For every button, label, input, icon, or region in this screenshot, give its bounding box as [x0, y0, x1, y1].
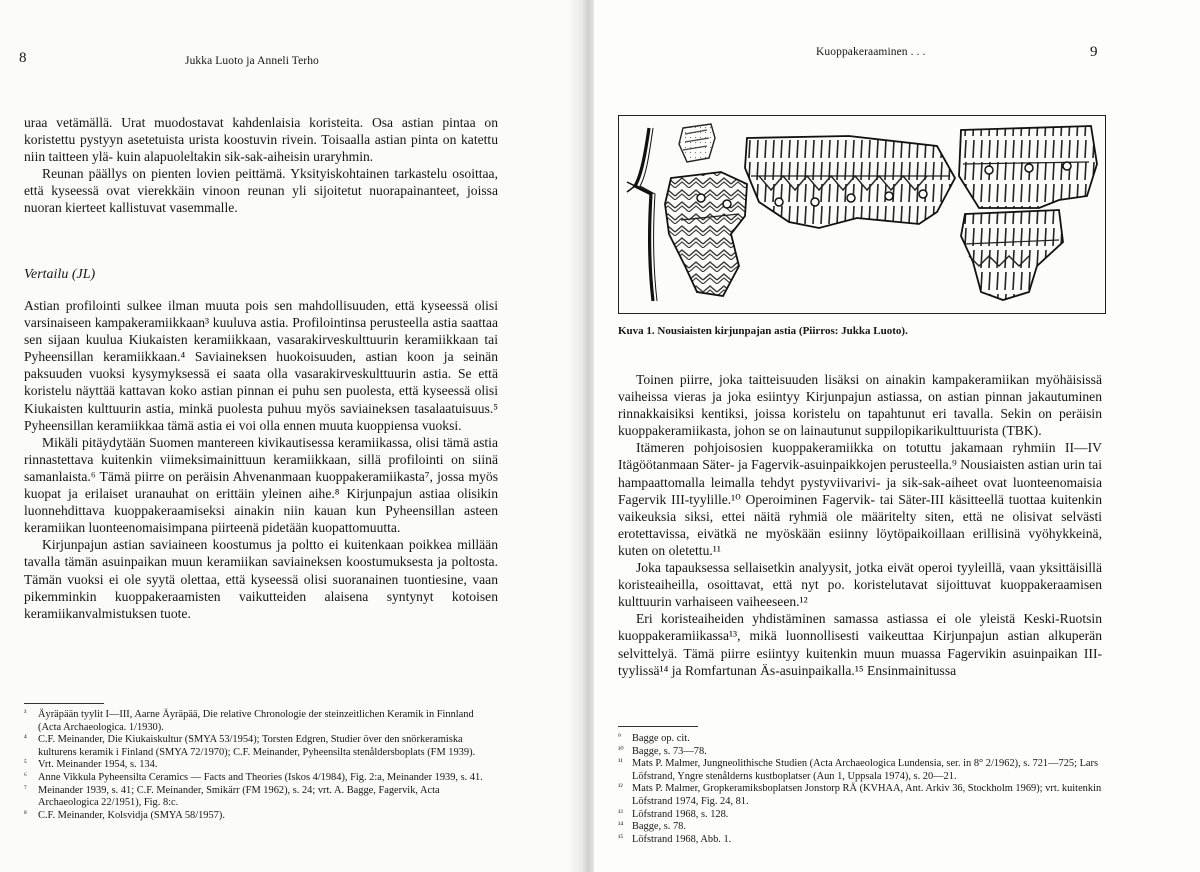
footnote-rule — [618, 726, 698, 727]
paragraph: Eri koristeaiheiden yhdistäminen samassa astiassa ei ole yleistä Keski-Ruotsin kuoppakeramiikassa¹³, mikä luonnollisesti vaikeuttaa Kirjunpajun astian alkuperän selvittelyä. Tämä piirre esiintyy kuitenkin muun muassa Fagervikin asuinpaikan III-tyylissä¹⁴ ja Romfartunan Äs-asuinpaikalla.¹⁵ Ensinmainitussa — [618, 611, 1102, 678]
paragraph: uraa vetämällä. Urat muodostavat kahdenlaisia koristeita. Osa astian pintaa on koristettu pystyyn asetetuista urista koostuvin rivein. Toisaalla astian pinta on katettu niin taitteen ylä- kuin alapuoleltakin sik-sak-aiheisin uraryhmin. — [24, 115, 498, 165]
sherd-zigzag — [665, 172, 747, 296]
running-head-right: Kuoppakeraaminen . . . — [816, 46, 926, 58]
figure-caption: Kuva 1. Nousiaisten kirjunpajan astia (Piirros: Jukka Luoto). — [618, 325, 908, 337]
footnote: ³ Äyräpään tyylit I—III, Aarne Äyräpää, Die relative Chronologie der steinzeitlichen Keramik in Finnland (Acta Archaeologica. 1/1930). — [24, 708, 474, 733]
footnote-rule — [24, 703, 104, 704]
sherd-small — [679, 124, 715, 162]
sherd-middle — [745, 136, 955, 228]
paragraph: Reunan päällys on pienten lovien peittämä. Yksityiskohtainen tarkastelu osoittaa, että kyseessä ovat vierekkäin vinoon reunan yli sijoitetut nuorapainanteet, joissa nuoran kierteet kallistuvat vasemmalle. — [24, 166, 498, 216]
footnote: ⁵ Vrt. Meinander 1954, s. 134. — [24, 758, 158, 771]
sherd-right — [959, 126, 1097, 300]
footnote: ¹⁵ Löfstrand 1968, Abb. 1. — [618, 832, 732, 845]
footnote: ¹⁰ Bagge, s. 73—78. — [618, 744, 707, 757]
footnote: ¹³ Löfstrand 1968, s. 128. — [618, 807, 729, 820]
footnote: ⁸ C.F. Meinander, Kolsvidja (SMYA 58/1957). — [24, 808, 225, 821]
paragraph: Kirjunpajun astian saviaineen koostumus ja poltto ei kuitenkaan poikkea millään tavalla tämän asuinpaikan muun keramiikan saviaineksen koostumuksesta ja poltosta. Tämän vuoksi ei ole syytä olettaa, että kyseessä olisi suoranainen tuontiesine, vaan pikemminkin kuoppakeraamisten vaikutteiden alaisena syntynyt kotoisen keramiikanvalmistuksen tuote. — [24, 537, 498, 621]
footnote: ¹⁴ Bagge, s. 78. — [618, 820, 686, 833]
right-body-text — [618, 371, 1102, 679]
footnote: ⁷ Meinander 1939, s. 41; C.F. Meinander, Smikärr (FM 1962), s. 24; vrt. A. Bagge, Fagervik, Acta Archaeologica 22/1951), Fig. 8:c. — [24, 783, 440, 809]
paragraph: Mikäli pitäydytään Suomen mantereen kivikautisessa keramiikassa, olisi tämä astia rinnastettava kuitenkin viimeksimainittuun keramiikkaan, sillä profilointi on siinä samanlaista.⁶ Tämä piirre on peräisin Ahvenanmaan kuoppakeramiikasta⁷, jossa myös kuopat ja erilaiset uranauhat on erittäin yleinen aihe.⁸ Kirjunpajun astiaa olisikin luonnehdittava kuoppakeraamiseksi ainakin niin kauan kun Pyheensillan asteen keramiikan luonteenomaisimpana piirteenä pidetään kuopattomuutta. — [24, 434, 498, 536]
footnotes-left — [24, 709, 498, 822]
footnote: ⁶ Anne Vikkula Pyheensilta Ceramics — Facts and Theories (Iskos 4/1984), Fig. 2:a, Meinander 1939, s. 41. — [24, 770, 483, 783]
page-number-right: 9 — [1090, 44, 1098, 60]
left-section-text — [24, 297, 498, 622]
footnote: ⁴ C.F. Meinander, Die Kiukaiskultur (SMYA 53/1954); Torsten Edgren, Studier över den snörkeramiska kulturens keramik i Finland (SMYA 72/1970); C.F. Meinander, Pyheensilta stenåldersboplats (FM 1939). — [24, 733, 476, 758]
paragraph: Joka tapauksessa sellaisetkin analyysit, jotka eivät operoi tyyleillä, vaan yksittäisillä koristeaiheilla, osoittavat, että nyt po. koristelutavat sijoittuvat kuoppakeraamisen kulttuurin varhaiseen vaiheeseen.¹² — [618, 560, 1102, 610]
footnote: ¹² Mats P. Malmer, Gropkeramiksboplatsen Jonstorp RÄ (KVHAA, Ant. Arkiv 36, Stockholm 1969); vrt. kuitenkin Löfstrand 1974, Fig. 24, 81. — [618, 782, 1102, 807]
pottery-sherd-drawing — [619, 116, 1105, 313]
running-head-left: Jukka Luoto ja Anneli Terho — [185, 55, 319, 67]
left-page — [0, 0, 590, 872]
footnotes-right — [618, 733, 1102, 846]
paragraph: Toinen piirre, joka taitteisuuden lisäksi on ainakin kampakeramiikan myöhäisissä vaiheissa vieras ja joka esiintyy Kirjunpajun astiassa, on astian pinnan jakautuminen rinnakkaisiksi kentiksi, joissa koristelu on tapahtunut eri tavalla. Sekin on peräisin kuoppakeramiikasta, johon se on lainautunut suppilopikarikulttuurista (TBK). — [618, 372, 1102, 439]
footnote: ⁹ Bagge op. cit. — [618, 732, 690, 744]
vessel-profile — [627, 128, 657, 301]
left-intro-text — [24, 114, 498, 217]
paragraph: Itämeren pohjoisosien kuoppakeramiikka on totuttu jakamaan ryhmiin II—IV Itägöötanmaan Säter- ja Fagervik-asuinpaikkojen perusteella.⁹ Nousiaisten astian urin tai hampaattomalla leimalla tehdyt pystyviivarivi- ja sik-sak-aiheet ovat luonteenomaisia Fagervik III-tyylille.¹⁰ Operoiminen Fagervik- tai Säter-III käsitteellä tuottaa kuitenkin vaikeuksia siksi, ettei näitä ryhmiä ole määritelty siten, että ne olisivat selvästi erotettavissa, eivätkä ne myöskään esiinny löytöpaikoillaan erillisinä vyöhykkeinä, kuten on oletettu.¹¹ — [618, 440, 1102, 558]
footnote: ¹¹ Mats P. Malmer, Jungneolithische Studien (Acta Archaeologica Lundensia, ser. in 8° 2/1962), s. 721—725; Lars Löfstrand, Yngre stenålderns kustboplatser (Aun 1, Uppsala 1974), s. 20—21. — [618, 757, 1099, 782]
right-page — [594, 0, 1200, 872]
page-number-left: 8 — [19, 50, 27, 66]
figure-pottery-drawing — [618, 115, 1106, 314]
section-heading: Vertailu (JL) — [24, 267, 96, 282]
paragraph: Astian profilointi sulkee ilman muuta pois sen mahdollisuuden, että kyseessä olisi varsinaiseen kampakeramiikkaan³ kuuluva astia. Profilointinsa perusteella astia saattaa sen sijaan kuulua Kiukaisten keramiikkaan, vasarakirveskulttuurin keramiikkaan tai Pyheensillan keramiikkaan.⁴ Saviaineksen huokoisuuden, astian koon ja seinän paksuuden vuoksi kysymyksessä ei saata olla vasarakirveskulttuurin astia. Se että koristelu näyttää kattavan koko astian pinnan ei puhu sen puolesta, että kyseessä olisi Kiukaisten kulttuurin astia, minkä puolesta puhuu myös saviaineksen tasalaatuisuus.⁵ Pyheensillan keramiikkaa tämä astia ei voi olla ennen muuta kuoppiensa vuoksi. — [24, 298, 498, 433]
